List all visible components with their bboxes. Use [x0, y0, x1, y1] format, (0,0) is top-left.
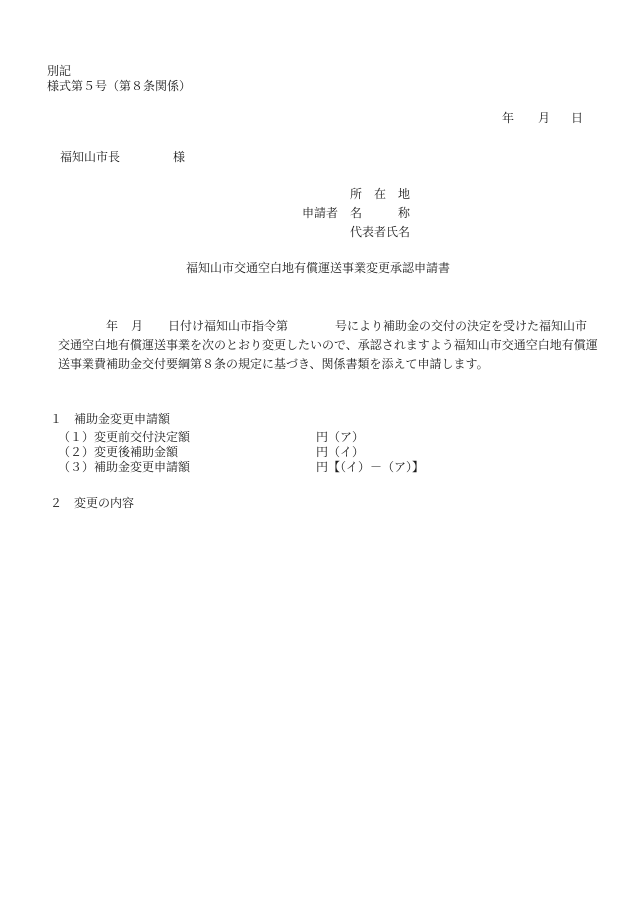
item-amount: 円（イ）: [316, 445, 365, 459]
body-line2: 交通空白地有償運送事業を次のとおり変更したいので、承認されますよう福知山市交通空白地有償運: [58, 338, 598, 352]
body-line1-year: 年: [106, 319, 119, 333]
applicant-address-label: 所 在 地: [350, 187, 411, 201]
applicant-label: 申請者: [302, 206, 339, 220]
document-title: 福知山市交通空白地有償運送事業変更承認申請書: [186, 261, 451, 275]
item-amount: 円【（イ）－（ア）】: [316, 460, 425, 474]
item-label: （２）変更後補助金額: [58, 445, 179, 459]
betsuki-label: 別記: [47, 64, 72, 78]
body-line1-end: 号により補助金の交付の決定を受けた福知山市: [335, 319, 588, 333]
addressee-honorific: 様: [173, 150, 186, 164]
addressee-mayor: 福知山市長: [60, 150, 121, 164]
body-line1-mid: 日付け福知山市指令第: [168, 319, 289, 333]
item-label: （３）補助金変更申請額: [58, 460, 191, 474]
body-line3: 送事業費補助金交付要綱第８条の規定に基づき、関係書類を添えて申請します。: [58, 357, 489, 371]
date-day: 日: [571, 111, 584, 125]
item-amount: 円（ア）: [316, 430, 365, 444]
section-1-heading: １ 補助金変更申請額: [50, 412, 171, 426]
applicant-name-label: 名 称: [350, 206, 411, 220]
body-line1-month: 月: [131, 319, 144, 333]
date-month: 月: [538, 111, 551, 125]
date-year: 年: [502, 111, 515, 125]
item-label: （１）変更前交付決定額: [58, 430, 191, 444]
form-number-label: 様式第５号（第８条関係）: [47, 79, 192, 93]
applicant-representative-label: 代表者氏名: [350, 225, 411, 239]
section-2-heading: ２ 変更の内容: [50, 496, 135, 510]
